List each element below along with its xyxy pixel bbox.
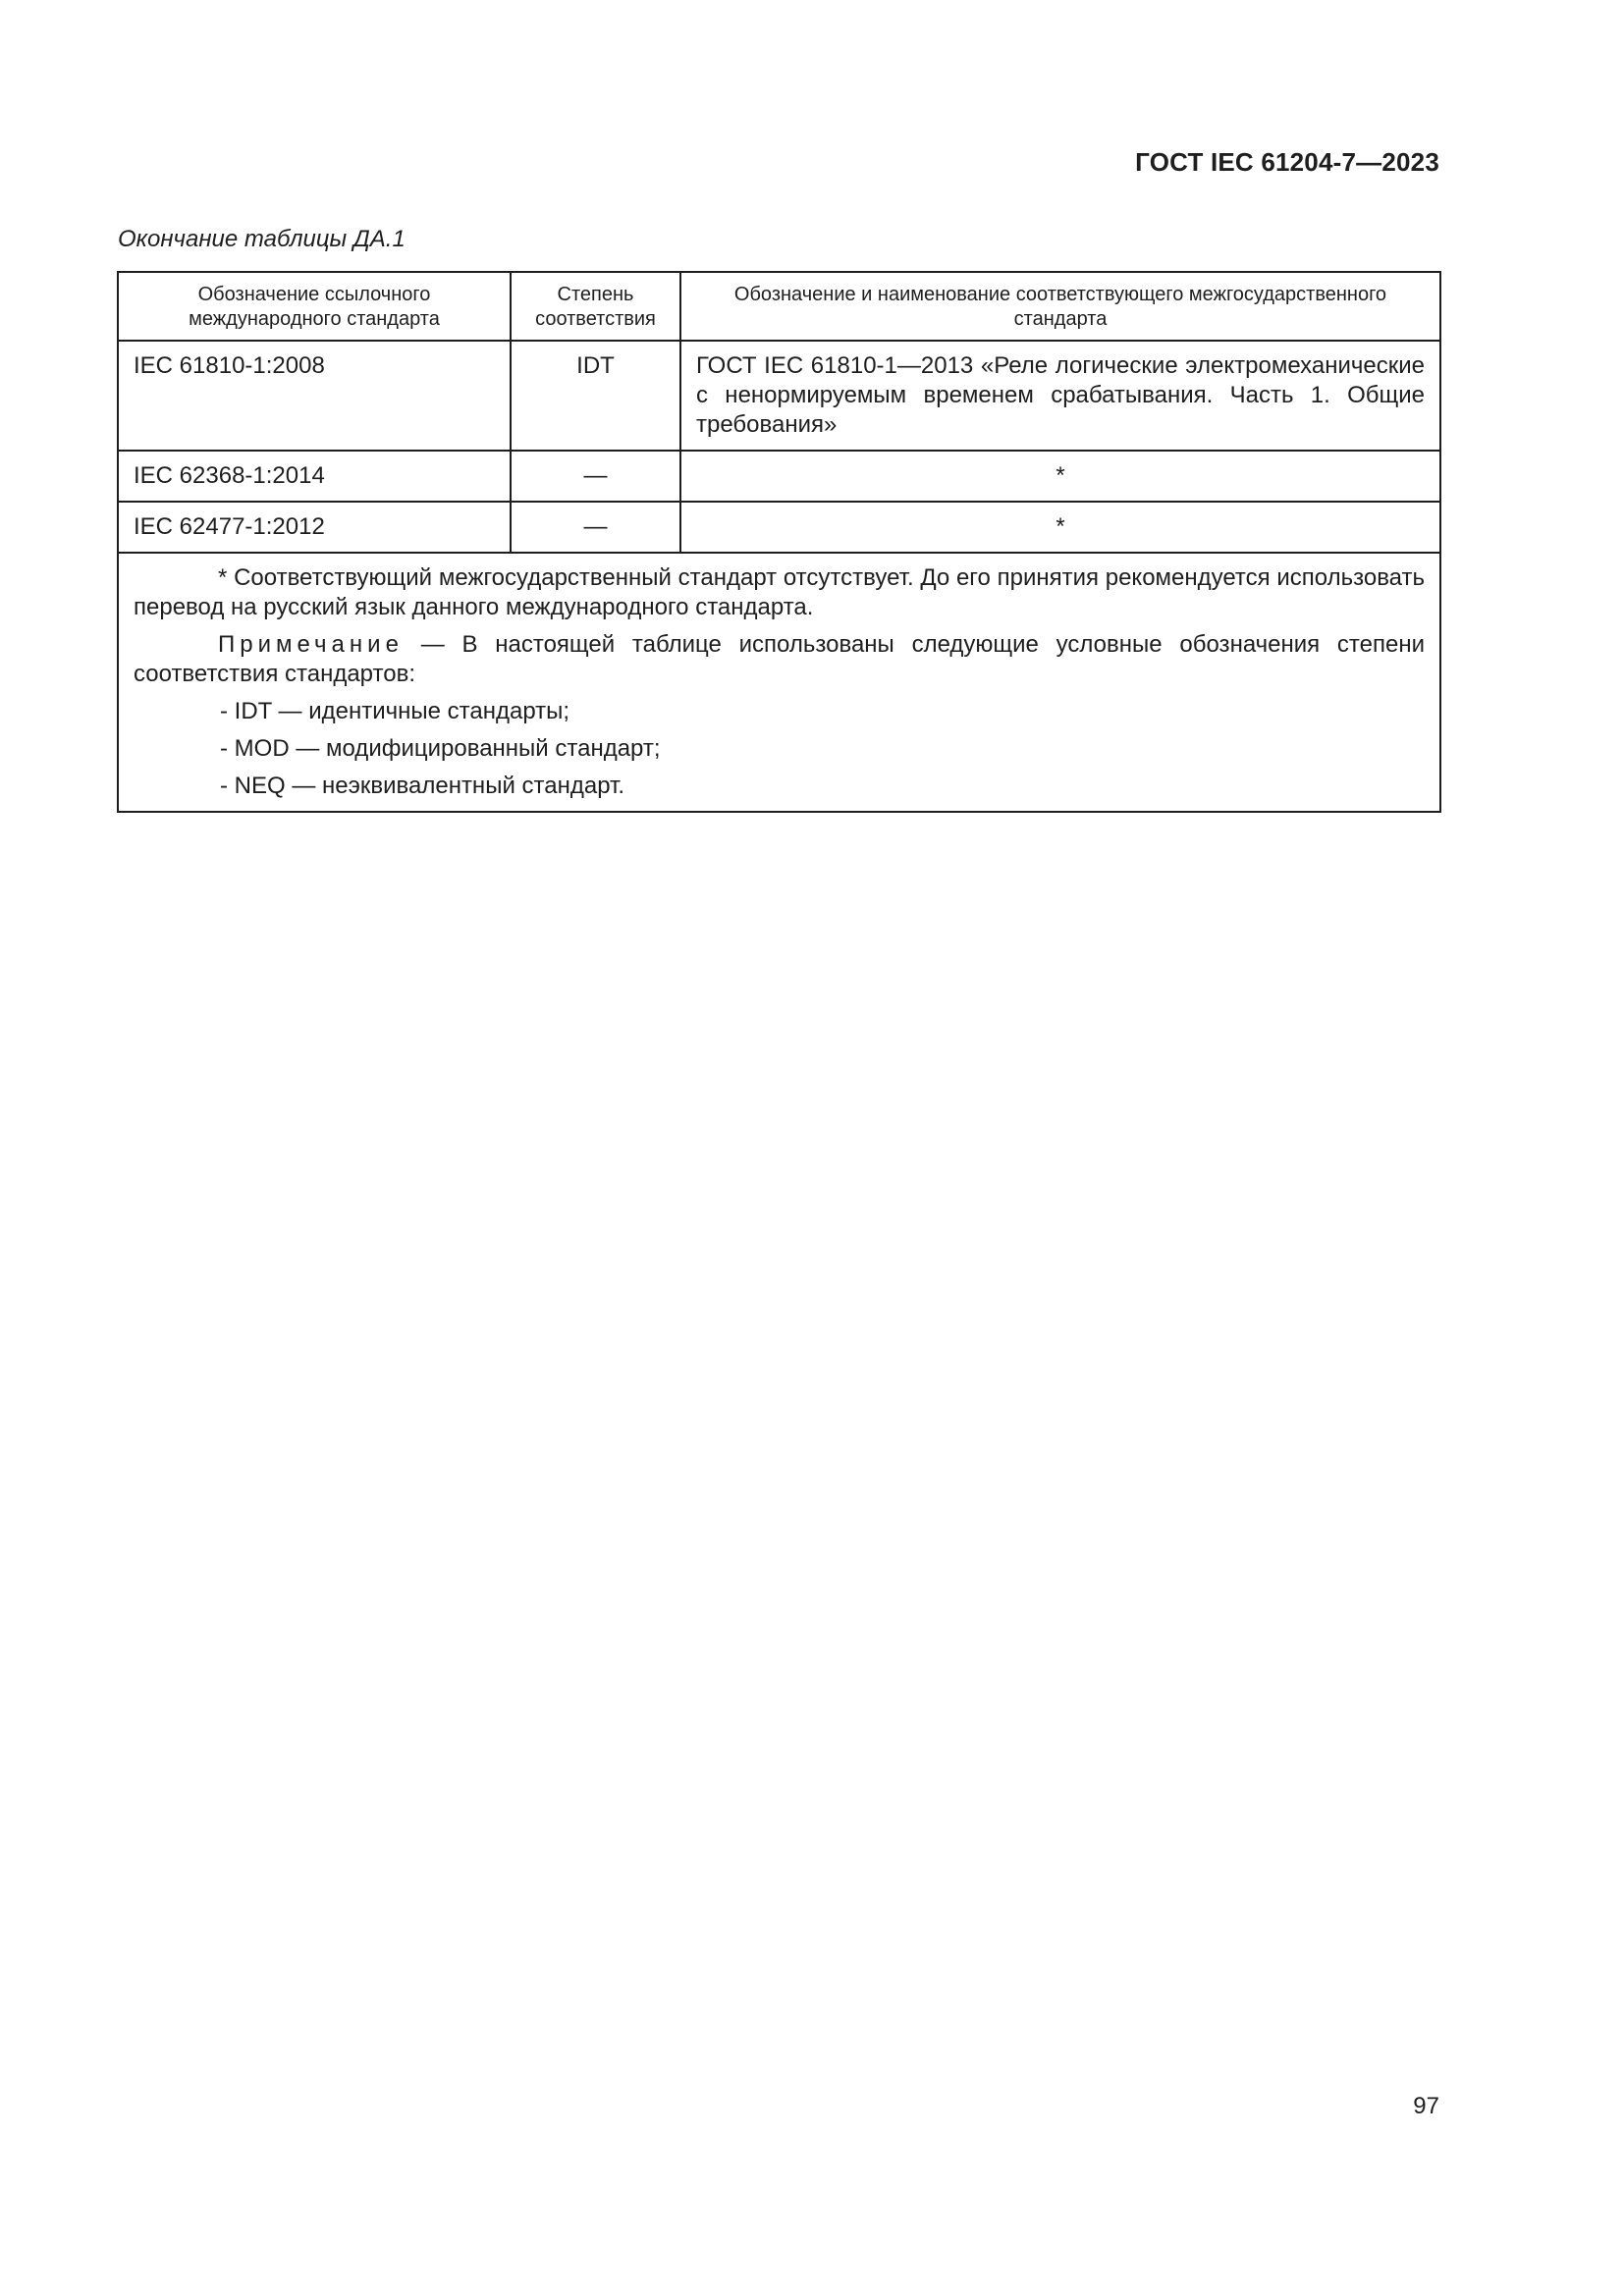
reference-standard-cell: IEC 62477-1:2012: [118, 502, 511, 553]
table-notes-cell: [118, 553, 1440, 812]
degree-cell: —: [511, 502, 680, 553]
note: [134, 630, 1425, 689]
standards-correspondence-table: [117, 271, 1441, 813]
table-row: [118, 502, 1440, 553]
column-header-interstate-standard: Обозначение и наименование соответствующего межгосударственного стандарта: [680, 272, 1440, 341]
note-label: Примечание: [218, 631, 404, 658]
reference-standard-cell: IEC 62368-1:2014: [118, 451, 511, 502]
table-notes-row: [118, 553, 1440, 812]
list-item: - NEQ — неэквивалентный стандарт.: [220, 773, 625, 799]
document-code: ГОСТ IEC 61204-7—2023: [1135, 147, 1439, 177]
table-row: [118, 341, 1440, 451]
footnote: * Соответствующий межгосударственный стандарт отсутствует. До его принятия рекомендуется использовать перевод на русский язык данного международного стандарта.: [134, 564, 1425, 620]
reference-standard-cell: IEC 61810-1:2008: [118, 341, 511, 451]
degree-cell: —: [511, 451, 680, 502]
interstate-standard-cell: ГОСТ IEC 61810-1—2013 «Реле логические электромеханические с ненормируемым временем срабатывания. Часть 1. Общие требования»: [680, 341, 1440, 451]
interstate-standard-cell: *: [680, 451, 1440, 502]
column-header-degree: Степень соответствия: [511, 272, 680, 341]
column-header-reference-standard: Обозначение ссылочного международного стандарта: [118, 272, 511, 341]
page-number: 97: [1413, 2093, 1439, 2119]
list-item: - IDT — идентичные стандарты;: [220, 698, 570, 724]
note-text: — В настоящей таблице использованы следующие условные обозначения степени соответствия стандартов:: [134, 631, 1425, 687]
table-caption: Окончание таблицы ДА.1: [118, 226, 406, 252]
list-item: - MOD — модифицированный стандарт;: [220, 735, 661, 762]
interstate-standard-cell: *: [680, 502, 1440, 553]
table-header-row: [118, 272, 1440, 341]
table-row: [118, 451, 1440, 502]
degree-cell: IDT: [511, 341, 680, 451]
